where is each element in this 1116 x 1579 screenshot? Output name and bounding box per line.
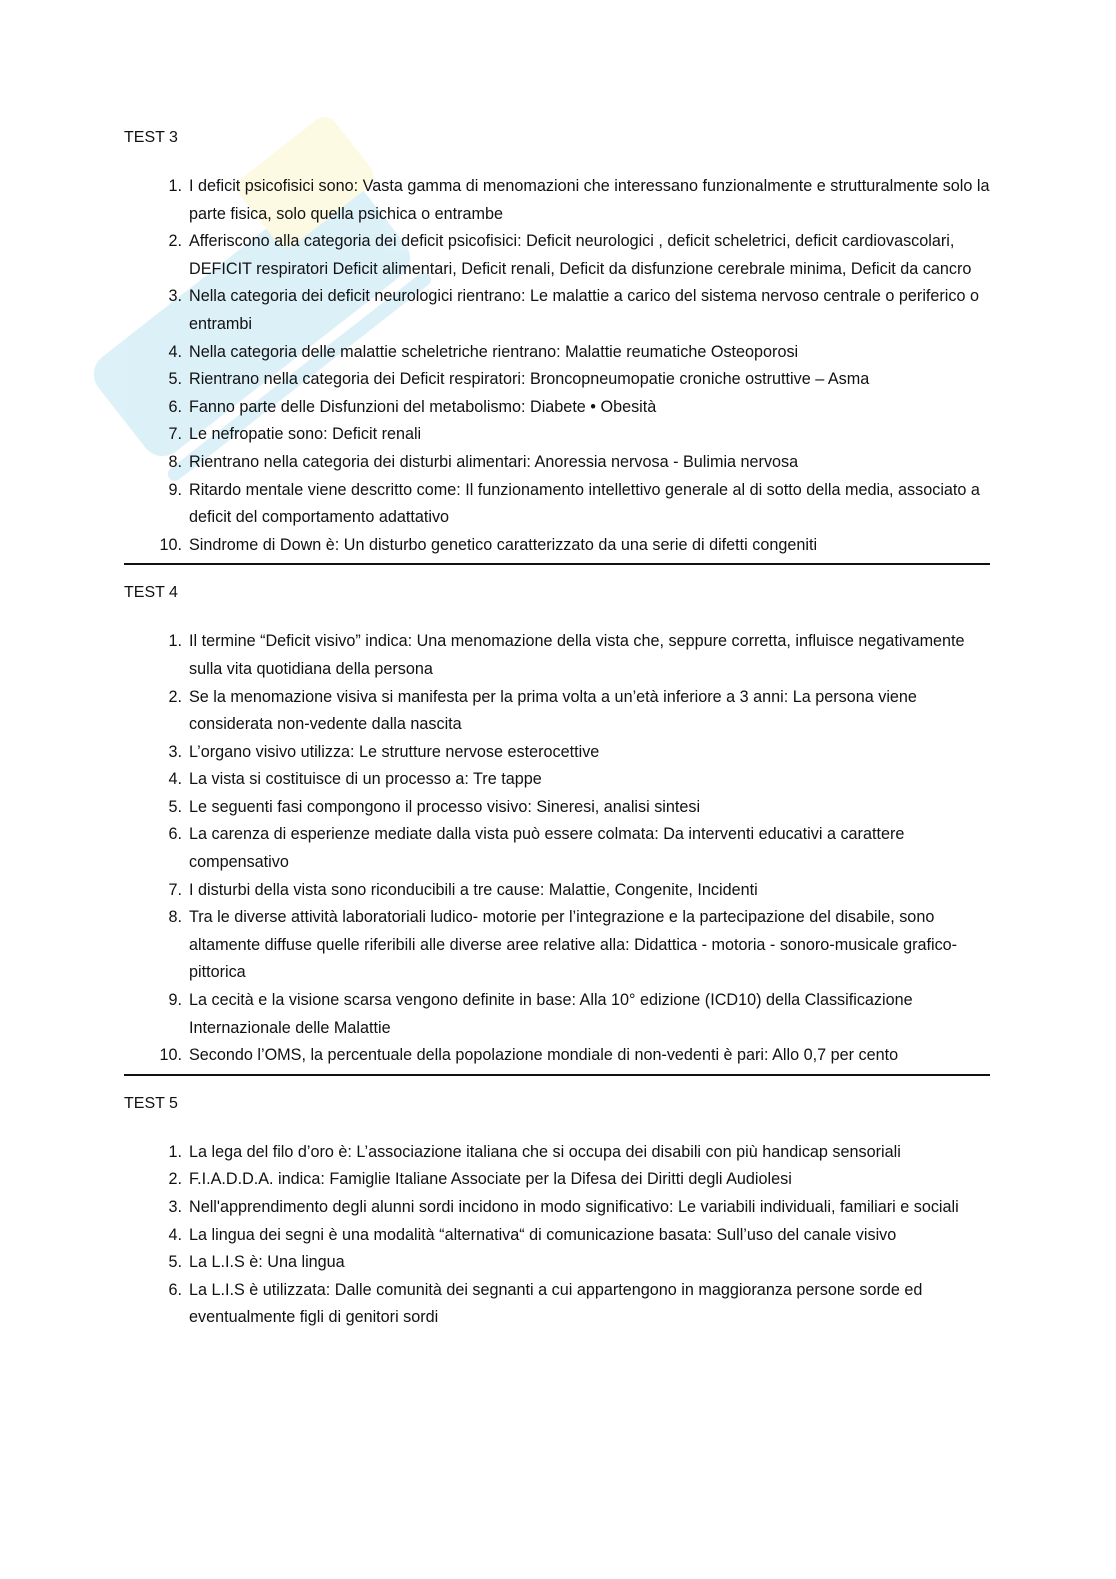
item-text: Nella categoria dei deficit neurologici rientrano: Le malattie a carico del sistema nervoso centrale o periferico o entrambi	[189, 287, 980, 333]
item-text: Il termine “Deficit visivo” indica: Una menomazione della vista che, seppure corretta, influisce negativamente sulla vita quotidiana della persona	[189, 632, 965, 678]
item-text: La lingua dei segni è una modalità “alternativa“ di comunicazione basata: Sull’uso del canale visivo	[189, 1225, 897, 1244]
list-item	[124, 684, 990, 739]
item-number: 5.	[168, 1253, 182, 1272]
item-number: 6.	[168, 397, 182, 416]
item-number: 10.	[159, 535, 182, 554]
list-item	[124, 228, 990, 283]
item-text: Nell'apprendimento degli alunni sordi incidono in modo significativo: Le variabili individuali, familiari e sociali	[189, 1198, 959, 1216]
item-number: 7.	[168, 880, 182, 899]
item-text: Le nefropatie sono: Deficit renali	[189, 425, 422, 444]
list-item	[124, 1249, 990, 1277]
item-number: 1.	[168, 1142, 182, 1161]
item-number: 2.	[168, 687, 182, 706]
item-number: 10.	[159, 1046, 182, 1065]
item-text: La L.I.S è: Una lingua	[189, 1253, 345, 1272]
item-text: Ritardo mentale viene descritto come: Il funzionamento intellettivo generale al di sotto della media, associato a deficit del comportamento adattativo	[189, 480, 980, 527]
item-number: 4.	[168, 1225, 182, 1244]
list-item	[124, 1222, 990, 1250]
section-test-4	[124, 583, 990, 1076]
item-text: Fanno parte delle Disfunzioni del metabolismo: Diabete • Obesità	[189, 397, 657, 416]
list-item	[124, 1166, 990, 1194]
list-item	[124, 366, 990, 394]
question-list	[124, 628, 990, 1070]
list-item	[124, 877, 990, 905]
question-list	[124, 173, 990, 559]
item-text: La L.I.S è utilizzata: Dalle comunità dei segnanti a cui appartengono in maggioranza persone sorde ed eventualmente figli di genitori sordi	[189, 1280, 923, 1327]
item-text: Le seguenti fasi compongono il processo visivo: Sineresi, analisi sintesi	[189, 797, 701, 816]
item-number: 8.	[168, 452, 182, 471]
item-text: Afferiscono alla categoria dei deficit psicofisici: Deficit neurologici , deficit scheletrici, deficit cardiovascolari, DEFICIT respiratori Deficit alimentari, Deficit renali, Deficit da disfunzione cerebrale minima, Deficit da cancro	[189, 232, 972, 278]
list-item	[124, 173, 990, 228]
list-item	[124, 477, 990, 532]
section-title: TEST 4	[124, 584, 178, 602]
list-item	[124, 766, 990, 794]
list-item	[124, 449, 990, 477]
list-item	[124, 987, 990, 1042]
item-text: I disturbi della vista sono riconducibili a tre cause: Malattie, Congenite, Incidenti	[189, 880, 758, 899]
section-test-3	[124, 128, 990, 565]
list-item	[124, 532, 990, 560]
item-text: Rientrano nella categoria dei Deficit respiratori: Broncopneumopatie croniche ostruttive – Asma	[189, 370, 870, 389]
item-text: F.I.A.D.D.A. indica: Famiglie Italiane Associate per la Difesa dei Diritti degli Audiolesi	[189, 1170, 792, 1189]
item-number: 1.	[168, 177, 182, 195]
list-item	[124, 904, 990, 987]
item-text: Se la menomazione visiva si manifesta per la prima volta a un’età inferiore a 3 anni: La persona viene considerata non-vedente dalla nascita	[189, 687, 917, 734]
item-number: 6.	[168, 1280, 182, 1299]
item-number: 8.	[168, 908, 182, 927]
item-text: La carenza di esperienze mediate dalla vista può essere colmata: Da interventi educativi a carattere compensativo	[189, 825, 905, 872]
document-page	[124, 128, 990, 1332]
item-text: Rientrano nella categoria dei disturbi alimentari: Anoressia nervosa - Bulimia nervosa	[189, 452, 799, 471]
item-text: La lega del filo d’oro è: L’associazione italiana che si occupa dei disabili con più handicap sensoriali	[189, 1142, 901, 1161]
list-item	[124, 394, 990, 422]
list-item	[124, 1194, 990, 1222]
item-text: Tra le diverse attività laboratoriali ludico- motorie per l’integrazione e la partecipazione del disabile, sono altamente diffuse quelle riferibili alle diverse aree relative alla: Didattica - motoria - sonoro-musicale grafico-pittorica	[189, 908, 958, 982]
item-number: 7.	[168, 425, 182, 444]
list-item	[124, 1277, 990, 1332]
list-item	[124, 1042, 990, 1070]
question-list	[124, 1139, 990, 1332]
item-text: La cecità e la visione scarsa vengono definite in base: Alla 10° edizione (ICD10) della Classificazione Internazionale delle Malattie	[189, 991, 913, 1037]
item-number: 5.	[168, 370, 182, 389]
section-test-5	[124, 1094, 990, 1332]
item-text: Secondo l’OMS, la percentuale della popolazione mondiale di non-vedenti è pari: Allo 0,7 per cento	[189, 1046, 899, 1065]
item-number: 9.	[168, 991, 182, 1010]
list-item	[124, 283, 990, 338]
item-number: 5.	[168, 797, 182, 816]
section-divider	[124, 563, 990, 565]
section-title: TEST 3	[124, 129, 178, 146]
list-item	[124, 339, 990, 367]
list-item	[124, 1139, 990, 1167]
list-item	[124, 628, 990, 683]
item-number: 2.	[168, 232, 182, 251]
item-number: 4.	[168, 342, 182, 361]
item-number: 3.	[168, 1198, 182, 1216]
item-text: L’organo visivo utilizza: Le strutture nervose esterocettive	[189, 742, 600, 761]
item-number: 2.	[168, 1170, 182, 1189]
section-divider	[124, 1074, 990, 1076]
item-number: 6.	[168, 825, 182, 844]
list-item	[124, 794, 990, 822]
list-item	[124, 739, 990, 767]
list-item	[124, 821, 990, 876]
section-title: TEST 5	[124, 1094, 178, 1112]
item-text: Sindrome di Down è: Un disturbo genetico caratterizzato da una serie di difetti congeniti	[189, 535, 818, 554]
item-number: 3.	[168, 742, 182, 761]
item-text: I deficit psicofisici sono: Vasta gamma di menomazioni che interessano funzionalmente e strutturalmente solo la parte fisica, solo quella psichica o entrambe	[189, 177, 990, 223]
item-number: 3.	[168, 287, 182, 306]
item-number: 9.	[168, 480, 182, 499]
item-number: 1.	[168, 632, 182, 651]
item-text: Nella categoria delle malattie scheletriche rientrano: Malattie reumatiche Osteoporosi	[189, 342, 799, 361]
list-item	[124, 421, 990, 449]
item-number: 4.	[168, 770, 182, 789]
item-text: La vista si costituisce di un processo a: Tre tappe	[189, 770, 542, 789]
